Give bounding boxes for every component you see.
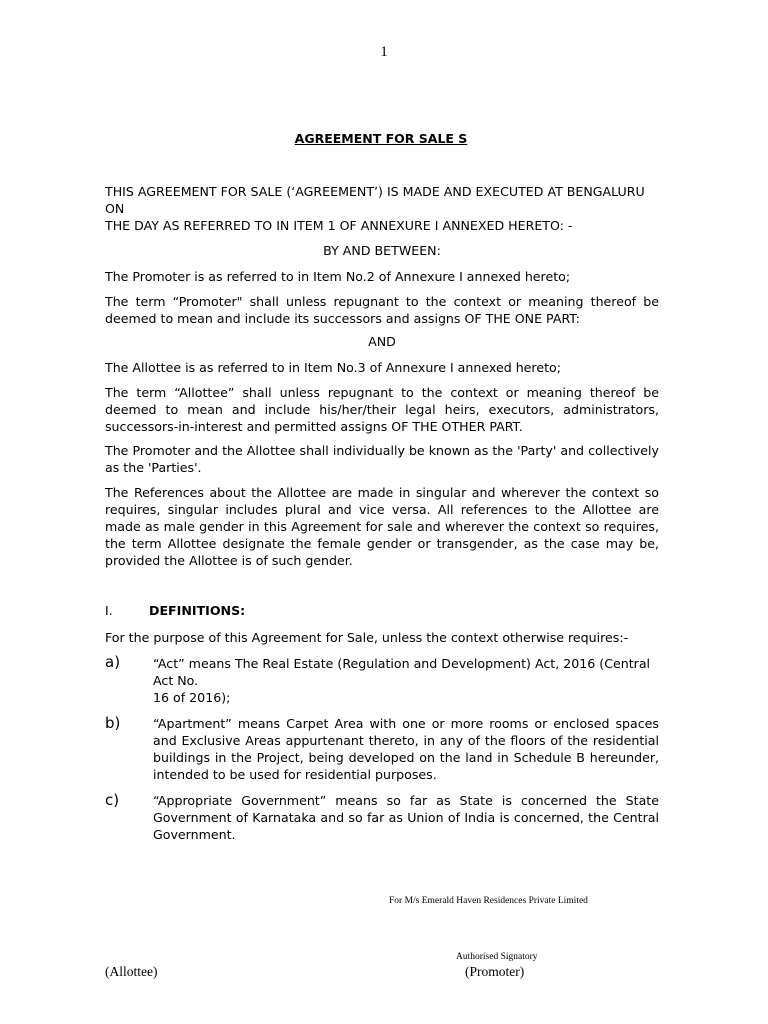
agreement-title: AGREEMENT FOR SALE S	[294, 131, 468, 146]
allottee-ref-text: The Allottee is as referred to in Item No.3 of Annexure I annexed hereto;	[105, 360, 561, 375]
and-separator: AND	[368, 334, 396, 349]
references-text: The References about the Allottee are made in singular and wherever the context so requires, singular includes plural and vice versa. All references to the Allottee are made as male gender in this Agreement for sale and wherever the context so requires, the term Allottee designate the female gender or transgender, as the case may be, provided the Allottee is of such gender.	[105, 485, 659, 568]
definition-b: “Apartment” means Carpet Area with one or more rooms or enclosed spaces and Exclusive Areas appurtenant thereto, in any of the floors of the residential buildings in the Project, being developed on the land in Schedule B hereunder, intended to be used for residential purposes.	[153, 716, 659, 782]
definition-c: “Appropriate Government” means so far as State is concerned the State Government of Karnataka and so far as Union of India is concerned, the Central Government.	[153, 793, 659, 842]
definition-a-line-2: Act No.	[153, 673, 199, 688]
allottee-term	[105, 384, 659, 435]
definition-a	[153, 655, 659, 706]
intro-line-3: THE DAY AS REFERRED TO IN ITEM 1 OF ANNEXURE I ANNEXED HERETO: -	[105, 218, 573, 233]
intro-block	[105, 183, 665, 234]
definitions-intro	[105, 629, 659, 646]
definitions-number: I.	[105, 603, 113, 618]
promoter-term	[105, 293, 659, 327]
intro-line-2: ON	[105, 201, 125, 216]
promoter-ref	[105, 268, 659, 285]
references-paragraph	[105, 484, 659, 569]
definition-a-line-3: 16 of 2016);	[153, 690, 231, 705]
promoter-term-text: The term “Promoter" shall unless repugnant to the context or meaning thereof be deemed to mean and include its successors and assigns OF THE ONE PART:	[105, 294, 659, 326]
footer-authorised-signatory: Authorised Signatory	[456, 952, 538, 962]
parties-text: The Promoter and the Allottee shall individually be known as the 'Party' and collectively as the 'Parties'.	[105, 443, 659, 475]
page-number: 1	[380, 44, 388, 60]
definitions-heading: DEFINITIONS:	[149, 603, 246, 618]
footer-allottee: (Allottee)	[105, 964, 158, 979]
definition-c-letter: c)	[105, 791, 120, 809]
allottee-ref	[105, 359, 659, 376]
definition-a-line-1: “Act” means The Real Estate (Regulation and Development) Act, 2016 (Central	[153, 656, 651, 671]
by-and-between: BY AND BETWEEN:	[323, 243, 441, 258]
promoter-ref-text: The Promoter is as referred to in Item No.2 of Annexure I annexed hereto;	[105, 269, 571, 284]
parties-paragraph	[105, 442, 659, 476]
footer-company: For M/s Emerald Haven Residences Private Limited	[389, 896, 588, 906]
definition-b-letter: b)	[105, 714, 121, 732]
intro-line-1: THIS AGREEMENT FOR SALE (‘AGREEMENT’) IS MADE AND EXECUTED AT BENGALURU	[105, 184, 645, 199]
definitions-intro-text: For the purpose of this Agreement for Sale, unless the context otherwise requires:-	[105, 630, 629, 645]
definition-a-letter: a)	[105, 653, 121, 671]
allottee-term-text: The term “Allottee” shall unless repugnant to the context or meaning thereof be deemed to mean and include his/her/their legal heirs, executors, administrators, successors-in-interest and permitted assigns OF THE OTHER PART.	[105, 385, 659, 434]
footer-promoter: (Promoter)	[465, 964, 525, 979]
